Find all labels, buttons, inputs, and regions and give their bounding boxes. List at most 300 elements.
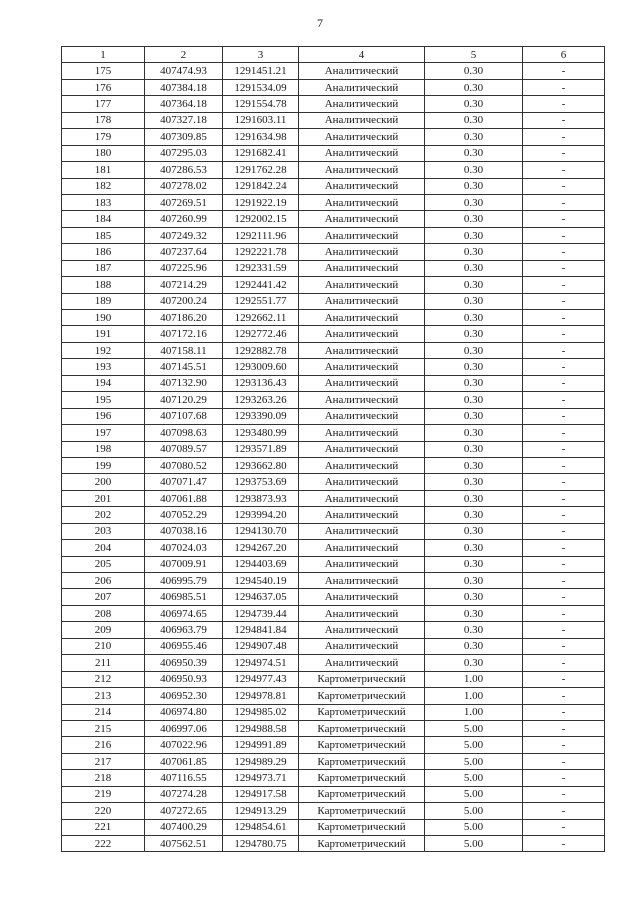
cell-y-coordinate: 1291682.41 xyxy=(223,145,299,161)
cell-x-coordinate: 407249.32 xyxy=(145,227,223,243)
cell-method: Аналитический xyxy=(299,293,425,309)
cell-x-coordinate: 407200.24 xyxy=(145,293,223,309)
cell-point-number: 190 xyxy=(62,310,145,326)
cell-note: - xyxy=(523,523,605,539)
cell-accuracy: 0.30 xyxy=(425,655,523,671)
cell-point-number: 206 xyxy=(62,573,145,589)
table-row xyxy=(62,441,605,457)
cell-method: Аналитический xyxy=(299,79,425,95)
cell-accuracy: 0.30 xyxy=(425,605,523,621)
cell-note: - xyxy=(523,326,605,342)
cell-y-coordinate: 1294974.51 xyxy=(223,655,299,671)
cell-note: - xyxy=(523,112,605,128)
cell-y-coordinate: 1292002.15 xyxy=(223,211,299,227)
cell-y-coordinate: 1294973.71 xyxy=(223,770,299,786)
table-row xyxy=(62,655,605,671)
cell-y-coordinate: 1291534.09 xyxy=(223,79,299,95)
column-header-5: 5 xyxy=(425,47,523,63)
table-row xyxy=(62,507,605,523)
cell-y-coordinate: 1293263.26 xyxy=(223,392,299,408)
table-row xyxy=(62,326,605,342)
cell-y-coordinate: 1292772.46 xyxy=(223,326,299,342)
cell-x-coordinate: 407364.18 xyxy=(145,96,223,112)
cell-note: - xyxy=(523,457,605,473)
cell-x-coordinate: 407158.11 xyxy=(145,342,223,358)
cell-note: - xyxy=(523,638,605,654)
cell-x-coordinate: 407260.99 xyxy=(145,211,223,227)
cell-x-coordinate: 407145.51 xyxy=(145,359,223,375)
table-row xyxy=(62,342,605,358)
cell-x-coordinate: 407278.02 xyxy=(145,178,223,194)
cell-accuracy: 5.00 xyxy=(425,836,523,852)
cell-x-coordinate: 406955.46 xyxy=(145,638,223,654)
cell-point-number: 179 xyxy=(62,129,145,145)
cell-point-number: 211 xyxy=(62,655,145,671)
cell-point-number: 201 xyxy=(62,490,145,506)
cell-point-number: 203 xyxy=(62,523,145,539)
cell-note: - xyxy=(523,737,605,753)
cell-accuracy: 0.30 xyxy=(425,556,523,572)
cell-note: - xyxy=(523,490,605,506)
cell-note: - xyxy=(523,573,605,589)
cell-accuracy: 0.30 xyxy=(425,490,523,506)
cell-point-number: 217 xyxy=(62,753,145,769)
cell-y-coordinate: 1292221.78 xyxy=(223,244,299,260)
column-header-1: 1 xyxy=(62,47,145,63)
cell-y-coordinate: 1292331.59 xyxy=(223,260,299,276)
cell-y-coordinate: 1294267.20 xyxy=(223,540,299,556)
table-row xyxy=(62,836,605,852)
table-row xyxy=(62,145,605,161)
cell-point-number: 187 xyxy=(62,260,145,276)
cell-note: - xyxy=(523,310,605,326)
cell-method: Аналитический xyxy=(299,507,425,523)
cell-point-number: 212 xyxy=(62,671,145,687)
cell-method: Аналитический xyxy=(299,573,425,589)
table-row xyxy=(62,112,605,128)
cell-point-number: 196 xyxy=(62,408,145,424)
cell-accuracy: 0.30 xyxy=(425,112,523,128)
cell-y-coordinate: 1294637.05 xyxy=(223,589,299,605)
table-row xyxy=(62,392,605,408)
table-header xyxy=(62,47,605,63)
cell-note: - xyxy=(523,540,605,556)
cell-note: - xyxy=(523,244,605,260)
cell-method: Аналитический xyxy=(299,589,425,605)
cell-note: - xyxy=(523,704,605,720)
cell-note: - xyxy=(523,211,605,227)
cell-method: Аналитический xyxy=(299,523,425,539)
cell-note: - xyxy=(523,441,605,457)
cell-y-coordinate: 1294540.19 xyxy=(223,573,299,589)
cell-accuracy: 5.00 xyxy=(425,753,523,769)
table-row xyxy=(62,425,605,441)
cell-method: Картометрический xyxy=(299,786,425,802)
cell-point-number: 220 xyxy=(62,803,145,819)
cell-accuracy: 0.30 xyxy=(425,425,523,441)
cell-accuracy: 0.30 xyxy=(425,129,523,145)
cell-point-number: 197 xyxy=(62,425,145,441)
column-header-6: 6 xyxy=(523,47,605,63)
cell-method: Аналитический xyxy=(299,655,425,671)
cell-note: - xyxy=(523,178,605,194)
table-row xyxy=(62,819,605,835)
cell-method: Аналитический xyxy=(299,112,425,128)
table-row xyxy=(62,704,605,720)
cell-x-coordinate: 407061.85 xyxy=(145,753,223,769)
table-row xyxy=(62,129,605,145)
cell-point-number: 204 xyxy=(62,540,145,556)
cell-note: - xyxy=(523,753,605,769)
table-row xyxy=(62,260,605,276)
cell-x-coordinate: 407274.28 xyxy=(145,786,223,802)
table-row xyxy=(62,589,605,605)
cell-accuracy: 5.00 xyxy=(425,737,523,753)
cell-accuracy: 0.30 xyxy=(425,178,523,194)
cell-y-coordinate: 1291842.24 xyxy=(223,178,299,194)
cell-note: - xyxy=(523,605,605,621)
cell-accuracy: 0.30 xyxy=(425,375,523,391)
cell-point-number: 191 xyxy=(62,326,145,342)
cell-point-number: 175 xyxy=(62,63,145,79)
cell-note: - xyxy=(523,63,605,79)
table-row xyxy=(62,540,605,556)
cell-method: Картометрический xyxy=(299,819,425,835)
cell-x-coordinate: 407186.20 xyxy=(145,310,223,326)
cell-note: - xyxy=(523,359,605,375)
table-row xyxy=(62,605,605,621)
cell-x-coordinate: 407562.51 xyxy=(145,836,223,852)
cell-accuracy: 0.30 xyxy=(425,441,523,457)
cell-note: - xyxy=(523,622,605,638)
cell-accuracy: 0.30 xyxy=(425,638,523,654)
table-row xyxy=(62,194,605,210)
cell-point-number: 208 xyxy=(62,605,145,621)
cell-accuracy: 0.30 xyxy=(425,342,523,358)
cell-note: - xyxy=(523,688,605,704)
cell-method: Картометрический xyxy=(299,688,425,704)
cell-x-coordinate: 407024.03 xyxy=(145,540,223,556)
table-row xyxy=(62,737,605,753)
cell-y-coordinate: 1291922.19 xyxy=(223,194,299,210)
cell-point-number: 189 xyxy=(62,293,145,309)
cell-x-coordinate: 406995.79 xyxy=(145,573,223,589)
cell-method: Аналитический xyxy=(299,227,425,243)
cell-note: - xyxy=(523,277,605,293)
cell-accuracy: 5.00 xyxy=(425,803,523,819)
column-header-2: 2 xyxy=(145,47,223,63)
cell-y-coordinate: 1291603.11 xyxy=(223,112,299,128)
page-number: 7 xyxy=(317,16,323,30)
cell-y-coordinate: 1294780.75 xyxy=(223,836,299,852)
cell-y-coordinate: 1291634.98 xyxy=(223,129,299,145)
cell-note: - xyxy=(523,96,605,112)
cell-y-coordinate: 1291554.78 xyxy=(223,96,299,112)
cell-note: - xyxy=(523,786,605,802)
cell-point-number: 178 xyxy=(62,112,145,128)
cell-point-number: 200 xyxy=(62,474,145,490)
cell-method: Аналитический xyxy=(299,162,425,178)
cell-note: - xyxy=(523,408,605,424)
cell-y-coordinate: 1294985.02 xyxy=(223,704,299,720)
table-row xyxy=(62,63,605,79)
table-row xyxy=(62,638,605,654)
cell-x-coordinate: 407237.64 xyxy=(145,244,223,260)
table-row xyxy=(62,227,605,243)
cell-x-coordinate: 406985.51 xyxy=(145,589,223,605)
cell-accuracy: 0.30 xyxy=(425,392,523,408)
cell-point-number: 215 xyxy=(62,720,145,736)
cell-accuracy: 0.30 xyxy=(425,589,523,605)
cell-point-number: 193 xyxy=(62,359,145,375)
cell-accuracy: 0.30 xyxy=(425,359,523,375)
cell-note: - xyxy=(523,79,605,95)
cell-point-number: 195 xyxy=(62,392,145,408)
cell-y-coordinate: 1291451.21 xyxy=(223,63,299,79)
cell-point-number: 183 xyxy=(62,194,145,210)
cell-x-coordinate: 407384.18 xyxy=(145,79,223,95)
table-row xyxy=(62,359,605,375)
table-row xyxy=(62,770,605,786)
cell-point-number: 177 xyxy=(62,96,145,112)
cell-accuracy: 0.30 xyxy=(425,622,523,638)
cell-note: - xyxy=(523,227,605,243)
cell-point-number: 222 xyxy=(62,836,145,852)
cell-method: Картометрический xyxy=(299,753,425,769)
cell-method: Аналитический xyxy=(299,392,425,408)
cell-method: Аналитический xyxy=(299,260,425,276)
cell-x-coordinate: 407116.55 xyxy=(145,770,223,786)
cell-point-number: 182 xyxy=(62,178,145,194)
cell-y-coordinate: 1293009.60 xyxy=(223,359,299,375)
cell-y-coordinate: 1294989.29 xyxy=(223,753,299,769)
cell-x-coordinate: 407269.51 xyxy=(145,194,223,210)
cell-y-coordinate: 1294739.44 xyxy=(223,605,299,621)
cell-point-number: 188 xyxy=(62,277,145,293)
cell-method: Аналитический xyxy=(299,425,425,441)
cell-accuracy: 5.00 xyxy=(425,786,523,802)
cell-y-coordinate: 1294403.69 xyxy=(223,556,299,572)
cell-accuracy: 0.30 xyxy=(425,573,523,589)
cell-x-coordinate: 407089.57 xyxy=(145,441,223,457)
cell-method: Аналитический xyxy=(299,129,425,145)
cell-point-number: 180 xyxy=(62,145,145,161)
table-row xyxy=(62,96,605,112)
cell-y-coordinate: 1292551.77 xyxy=(223,293,299,309)
cell-method: Аналитический xyxy=(299,457,425,473)
cell-point-number: 202 xyxy=(62,507,145,523)
cell-x-coordinate: 407172.16 xyxy=(145,326,223,342)
cell-point-number: 210 xyxy=(62,638,145,654)
cell-accuracy: 0.30 xyxy=(425,244,523,260)
cell-method: Картометрический xyxy=(299,803,425,819)
cell-point-number: 213 xyxy=(62,688,145,704)
cell-method: Аналитический xyxy=(299,145,425,161)
cell-y-coordinate: 1293390.09 xyxy=(223,408,299,424)
cell-point-number: 216 xyxy=(62,737,145,753)
cell-method: Аналитический xyxy=(299,474,425,490)
cell-method: Аналитический xyxy=(299,211,425,227)
cell-accuracy: 0.30 xyxy=(425,507,523,523)
cell-method: Аналитический xyxy=(299,622,425,638)
table-row xyxy=(62,490,605,506)
cell-x-coordinate: 406963.79 xyxy=(145,622,223,638)
cell-y-coordinate: 1292111.96 xyxy=(223,227,299,243)
cell-y-coordinate: 1293571.89 xyxy=(223,441,299,457)
cell-point-number: 198 xyxy=(62,441,145,457)
cell-method: Аналитический xyxy=(299,342,425,358)
cell-method: Аналитический xyxy=(299,310,425,326)
header-row xyxy=(62,47,605,63)
cell-point-number: 219 xyxy=(62,786,145,802)
cell-method: Аналитический xyxy=(299,556,425,572)
cell-y-coordinate: 1294913.29 xyxy=(223,803,299,819)
cell-x-coordinate: 407286.53 xyxy=(145,162,223,178)
cell-method: Картометрический xyxy=(299,737,425,753)
cell-note: - xyxy=(523,293,605,309)
cell-method: Аналитический xyxy=(299,375,425,391)
cell-x-coordinate: 407214.29 xyxy=(145,277,223,293)
cell-x-coordinate: 407009.91 xyxy=(145,556,223,572)
cell-x-coordinate: 407107.68 xyxy=(145,408,223,424)
cell-accuracy: 0.30 xyxy=(425,63,523,79)
cell-y-coordinate: 1291762.28 xyxy=(223,162,299,178)
cell-method: Аналитический xyxy=(299,359,425,375)
cell-point-number: 214 xyxy=(62,704,145,720)
cell-y-coordinate: 1294991.89 xyxy=(223,737,299,753)
cell-x-coordinate: 407272.65 xyxy=(145,803,223,819)
cell-note: - xyxy=(523,819,605,835)
cell-point-number: 218 xyxy=(62,770,145,786)
cell-note: - xyxy=(523,425,605,441)
cell-accuracy: 0.30 xyxy=(425,194,523,210)
cell-x-coordinate: 407400.29 xyxy=(145,819,223,835)
cell-point-number: 181 xyxy=(62,162,145,178)
cell-accuracy: 0.30 xyxy=(425,310,523,326)
table-row xyxy=(62,803,605,819)
cell-note: - xyxy=(523,162,605,178)
cell-x-coordinate: 407080.52 xyxy=(145,457,223,473)
table-row xyxy=(62,622,605,638)
cell-method: Аналитический xyxy=(299,540,425,556)
cell-y-coordinate: 1293136.43 xyxy=(223,375,299,391)
cell-note: - xyxy=(523,671,605,687)
cell-accuracy: 0.30 xyxy=(425,260,523,276)
cell-y-coordinate: 1294978.81 xyxy=(223,688,299,704)
cell-y-coordinate: 1293873.93 xyxy=(223,490,299,506)
cell-method: Аналитический xyxy=(299,194,425,210)
cell-note: - xyxy=(523,589,605,605)
cell-accuracy: 0.30 xyxy=(425,96,523,112)
table-row xyxy=(62,474,605,490)
cell-point-number: 199 xyxy=(62,457,145,473)
cell-y-coordinate: 1293994.20 xyxy=(223,507,299,523)
table-row xyxy=(62,671,605,687)
cell-x-coordinate: 406997.06 xyxy=(145,720,223,736)
cell-method: Картометрический xyxy=(299,671,425,687)
cell-note: - xyxy=(523,474,605,490)
cell-accuracy: 0.30 xyxy=(425,162,523,178)
cell-method: Аналитический xyxy=(299,638,425,654)
cell-accuracy: 0.30 xyxy=(425,523,523,539)
cell-y-coordinate: 1294841.84 xyxy=(223,622,299,638)
cell-x-coordinate: 406974.65 xyxy=(145,605,223,621)
cell-note: - xyxy=(523,836,605,852)
cell-x-coordinate: 407022.96 xyxy=(145,737,223,753)
cell-method: Аналитический xyxy=(299,277,425,293)
table-row xyxy=(62,573,605,589)
cell-point-number: 194 xyxy=(62,375,145,391)
column-header-3: 3 xyxy=(223,47,299,63)
table-row xyxy=(62,786,605,802)
table-row xyxy=(62,244,605,260)
cell-method: Аналитический xyxy=(299,326,425,342)
cell-note: - xyxy=(523,260,605,276)
cell-method: Аналитический xyxy=(299,490,425,506)
cell-x-coordinate: 406952.30 xyxy=(145,688,223,704)
table-row xyxy=(62,753,605,769)
cell-x-coordinate: 407052.29 xyxy=(145,507,223,523)
cell-accuracy: 1.00 xyxy=(425,688,523,704)
table-row xyxy=(62,408,605,424)
cell-note: - xyxy=(523,194,605,210)
cell-accuracy: 0.30 xyxy=(425,145,523,161)
cell-point-number: 207 xyxy=(62,589,145,605)
cell-point-number: 192 xyxy=(62,342,145,358)
cell-accuracy: 5.00 xyxy=(425,770,523,786)
cell-y-coordinate: 1292441.42 xyxy=(223,277,299,293)
cell-accuracy: 0.30 xyxy=(425,293,523,309)
cell-y-coordinate: 1294907.48 xyxy=(223,638,299,654)
cell-note: - xyxy=(523,803,605,819)
cell-method: Аналитический xyxy=(299,178,425,194)
cell-point-number: 184 xyxy=(62,211,145,227)
cell-x-coordinate: 407327.18 xyxy=(145,112,223,128)
table-row xyxy=(62,79,605,95)
cell-x-coordinate: 407295.03 xyxy=(145,145,223,161)
cell-method: Картометрический xyxy=(299,836,425,852)
table-row xyxy=(62,310,605,326)
cell-x-coordinate: 406950.39 xyxy=(145,655,223,671)
cell-note: - xyxy=(523,375,605,391)
cell-point-number: 221 xyxy=(62,819,145,835)
cell-method: Аналитический xyxy=(299,63,425,79)
cell-accuracy: 0.30 xyxy=(425,457,523,473)
cell-point-number: 186 xyxy=(62,244,145,260)
cell-y-coordinate: 1292882.78 xyxy=(223,342,299,358)
cell-accuracy: 0.30 xyxy=(425,79,523,95)
cell-y-coordinate: 1294988.58 xyxy=(223,720,299,736)
cell-accuracy: 0.30 xyxy=(425,227,523,243)
cell-accuracy: 5.00 xyxy=(425,720,523,736)
table-row xyxy=(62,720,605,736)
table-row xyxy=(62,688,605,704)
table-row xyxy=(62,457,605,473)
cell-point-number: 185 xyxy=(62,227,145,243)
cell-x-coordinate: 407132.90 xyxy=(145,375,223,391)
cell-x-coordinate: 406950.93 xyxy=(145,671,223,687)
cell-x-coordinate: 407120.29 xyxy=(145,392,223,408)
cell-accuracy: 0.30 xyxy=(425,474,523,490)
cell-accuracy: 1.00 xyxy=(425,671,523,687)
cell-x-coordinate: 407309.85 xyxy=(145,129,223,145)
cell-method: Аналитический xyxy=(299,96,425,112)
cell-y-coordinate: 1293753.69 xyxy=(223,474,299,490)
cell-note: - xyxy=(523,556,605,572)
cell-y-coordinate: 1292662.11 xyxy=(223,310,299,326)
cell-accuracy: 0.30 xyxy=(425,408,523,424)
table-row xyxy=(62,211,605,227)
